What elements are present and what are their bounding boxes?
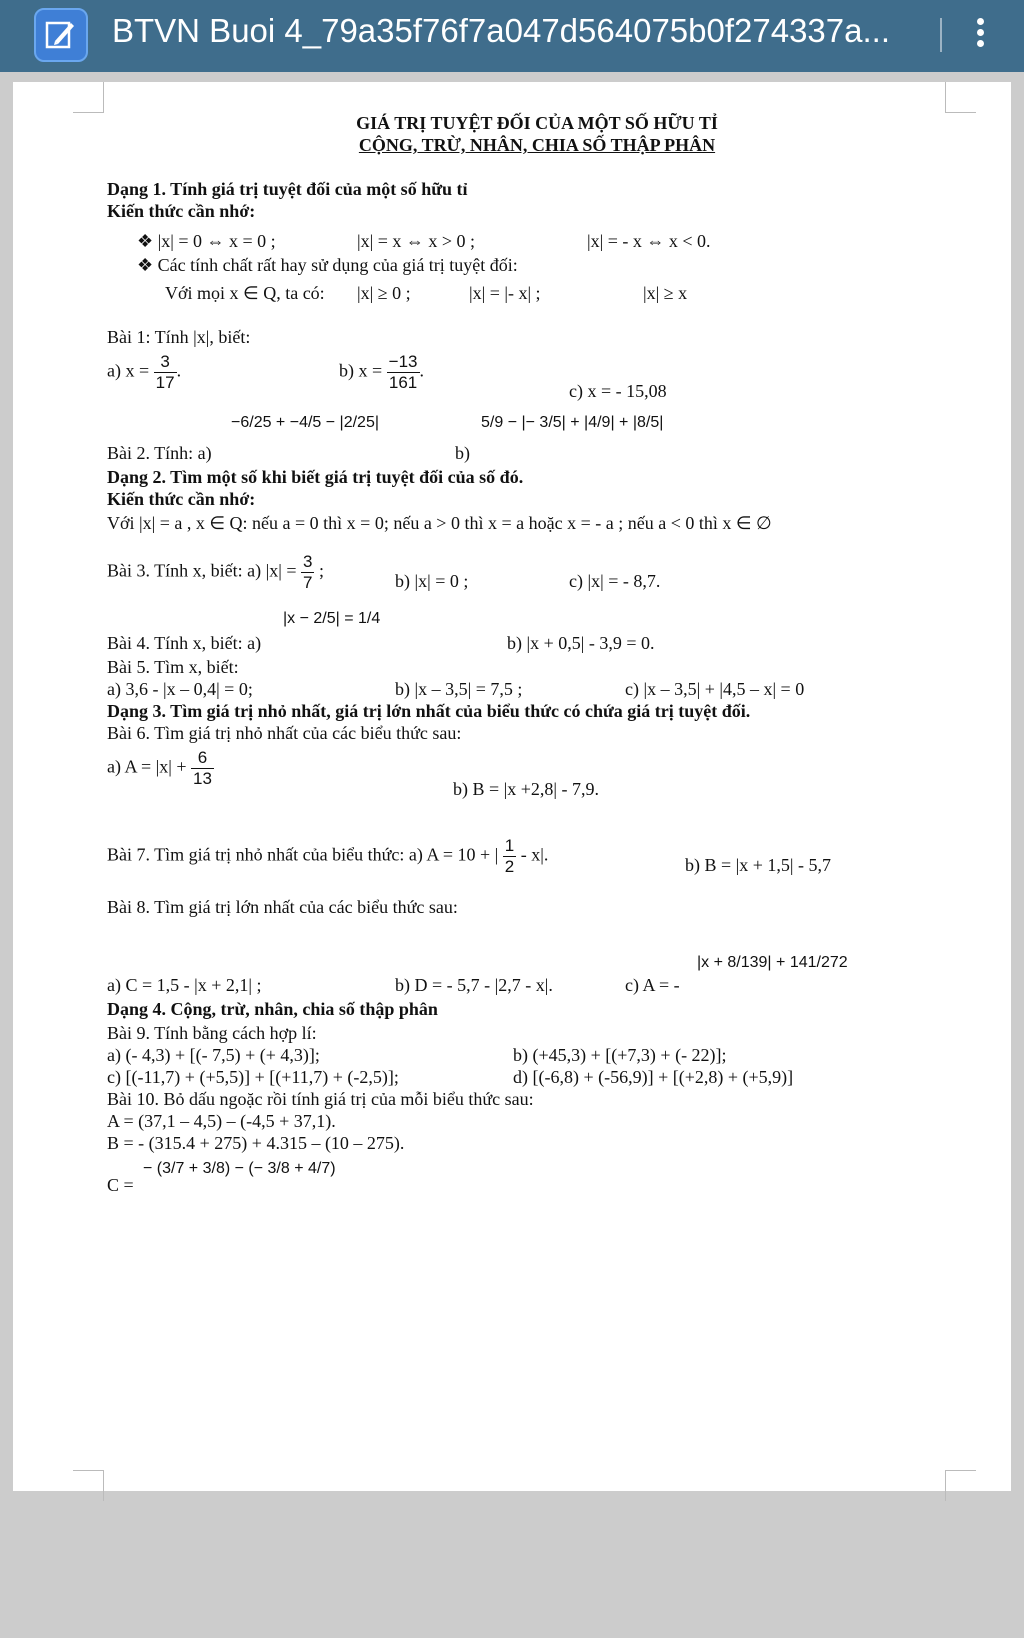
exercise-8b: b) D = - 5,7 - |2,7 - x|. [395, 975, 553, 995]
exercise-4a-expression: |x − 2/5| = 1/4 [283, 610, 381, 627]
property-intro: Với mọi x ∈ Q, ta có: [165, 283, 325, 303]
fraction: $\frac{3}{7}$ [303, 552, 313, 592]
exercise-10: Bài 10. Bỏ dấu ngoặc rồi tính giá trị của mỗi biểu thức sau: [107, 1089, 534, 1109]
document-page [13, 82, 1011, 1491]
section-heading-4: Dạng 4. Cộng, trừ, nhân, chia số thập phân [107, 999, 438, 1019]
exercise-2a-expression: −6/25 + −4/5 − |2/25| [231, 414, 379, 431]
exercise-7b: b) B = |x + 1,5| - 5,7 [685, 855, 832, 875]
fraction: $\frac{3}{17}$ [155, 352, 175, 392]
section-heading-3: Dạng 3. Tìm giá trị nhỏ nhất, giá trị lớn nhất của biểu thức có chứa giá trị tuyệt đối. [107, 701, 751, 721]
property-2: |x| = |- x| ; [469, 283, 541, 303]
exercise-5: Bài 5. Tìm x, biết: [107, 657, 239, 677]
fraction: $\frac{6}{13}$ [193, 748, 212, 788]
knowledge-heading-1: Kiến thức cần nhớ: [107, 201, 256, 221]
exercise-8c-expression: |x + 8/139| + 141/272 [697, 954, 848, 971]
rule-negative: |x| = - x ⇔ x < 0. [587, 231, 711, 251]
knowledge-heading-2: Kiến thức cần nhớ: [107, 489, 256, 509]
crop-mark [945, 1470, 976, 1501]
exercise-9a: a) (- 4,3) + [(- 7,5) + (+ 4,3)]; [107, 1045, 320, 1065]
exercise-1c: c) x = - 15,08 [569, 381, 667, 401]
exercise-8a: a) C = 1,5 - |x + 2,1| ; [107, 975, 262, 995]
doc-title-1: GIÁ TRỊ TUYỆT ĐỐI CỦA MỘT SỐ HỮU TỈ [356, 113, 718, 133]
exercise-6a: a) A = |x| + $\frac{6}{13}$ [107, 748, 212, 788]
exercise-3b: b) |x| = 0 ; [395, 571, 469, 591]
exercise-2b-expression: 5/9 − |− 3/5| + |4/9| + |8/5| [481, 414, 664, 431]
property-1: |x| ≥ 0 ; [357, 283, 411, 303]
exercise-1: Bài 1: Tính |x|, biết: [107, 327, 251, 347]
app-toolbar [0, 0, 1024, 72]
exercise-9d: d) [(-6,8) + (-56,9)] + [(+2,8) + (+5,9)] [513, 1067, 794, 1087]
toolbar-divider [940, 18, 942, 52]
crop-mark [73, 82, 104, 113]
fraction: $\frac{1}{2}$ [504, 836, 515, 876]
exercise-10c-expression: − (3/7 + 3/8) − (− 3/8 + 4/7) [143, 1160, 336, 1177]
crop-mark [945, 82, 976, 113]
exercise-10c-label: C = [107, 1175, 134, 1195]
rule-positive: |x| = x ⇔ x > 0 ; [357, 231, 476, 251]
exercise-9: Bài 9. Tính bằng cách hợp lí: [107, 1023, 317, 1043]
section-heading-2: Dạng 2. Tìm một số khi biết giá trị tuyệt đối của số đó. [107, 467, 524, 487]
crop-mark [73, 1470, 104, 1501]
property-3: |x| ≥ x [643, 283, 688, 303]
document-title: BTVN Buoi 4_79a35f76f7a047d564075b0f274337a... [112, 12, 890, 49]
exercise-5a: a) 3,6 - |x – 0,4| = 0; [107, 679, 253, 699]
exercise-8: Bài 8. Tìm giá trị lớn nhất của các biểu thức sau: [107, 897, 458, 917]
exercise-2b-label: b) [455, 443, 470, 463]
exercise-10a: A = (37,1 – 4,5) – (-4,5 + 37,1). [107, 1111, 336, 1131]
document-editor-icon[interactable] [34, 8, 88, 62]
exercise-5c: c) |x – 3,5| + |4,5 – x| = 0 [625, 679, 805, 699]
exercise-8c-label: c) A = - [625, 975, 680, 995]
doc-title-2: CỘNG, TRỪ, NHÂN, CHIA SỐ THẬP PHÂN [358, 135, 716, 155]
exercise-4-label: Bài 4. Tính x, biết: a) [107, 633, 262, 653]
section-heading-1: Dạng 1. Tính giá trị tuyệt đối của một số hữu tỉ [107, 179, 468, 199]
rule-zero: ❖ |x| = 0 ⇔ x = 0 ; [137, 231, 276, 251]
exercise-10b: B = - (315.4 + 275) + 4.315 – (10 – 275). [107, 1133, 405, 1153]
rule-find-x: Với |x| = a , x ∈ Q: nếu a = 0 thì x = 0; nếu a > 0 thì x = a hoặc x = - a ; nếu a < 0 thì x ∈ ∅ [107, 513, 772, 533]
exercise-9b: b) (+45,3) + [(+7,3) + (- 22)]; [513, 1045, 727, 1065]
exercise-4b: b) |x + 0,5| - 3,9 = 0. [507, 633, 655, 653]
exercise-9c: c) [(-11,7) + (+5,5)] + [(+11,7) + (-2,5)]; [107, 1067, 399, 1087]
exercise-1a: a) x = $\frac{3}{17}$ . [107, 352, 182, 392]
properties-heading: ❖ Các tính chất rất hay sử dụng của giá trị tuyệt đối: [137, 255, 518, 275]
exercise-3c: c) |x| = - 8,7. [569, 571, 661, 591]
fraction: $\frac{-13}{161}$ [388, 352, 418, 392]
exercise-6: Bài 6. Tìm giá trị nhỏ nhất của các biểu thức sau: [107, 723, 462, 743]
exercise-2-label: Bài 2. Tính: a) [107, 443, 212, 463]
overflow-menu-icon[interactable] [968, 14, 992, 58]
exercise-1b: b) x = $\frac{-13}{161}$ . [339, 352, 424, 392]
exercise-6b: b) B = |x +2,8| - 7,9. [453, 779, 600, 799]
exercise-7a: Bài 7. Tìm giá trị nhỏ nhất của biểu thức: a) A = 10 + | $\frac{1}{2}$ - x|. [107, 836, 549, 876]
exercise-5b: b) |x – 3,5| = 7,5 ; [395, 679, 523, 699]
exercise-3a: Bài 3. Tính x, biết: a) |x| = $\frac{3}{7}$ ; [107, 552, 324, 592]
